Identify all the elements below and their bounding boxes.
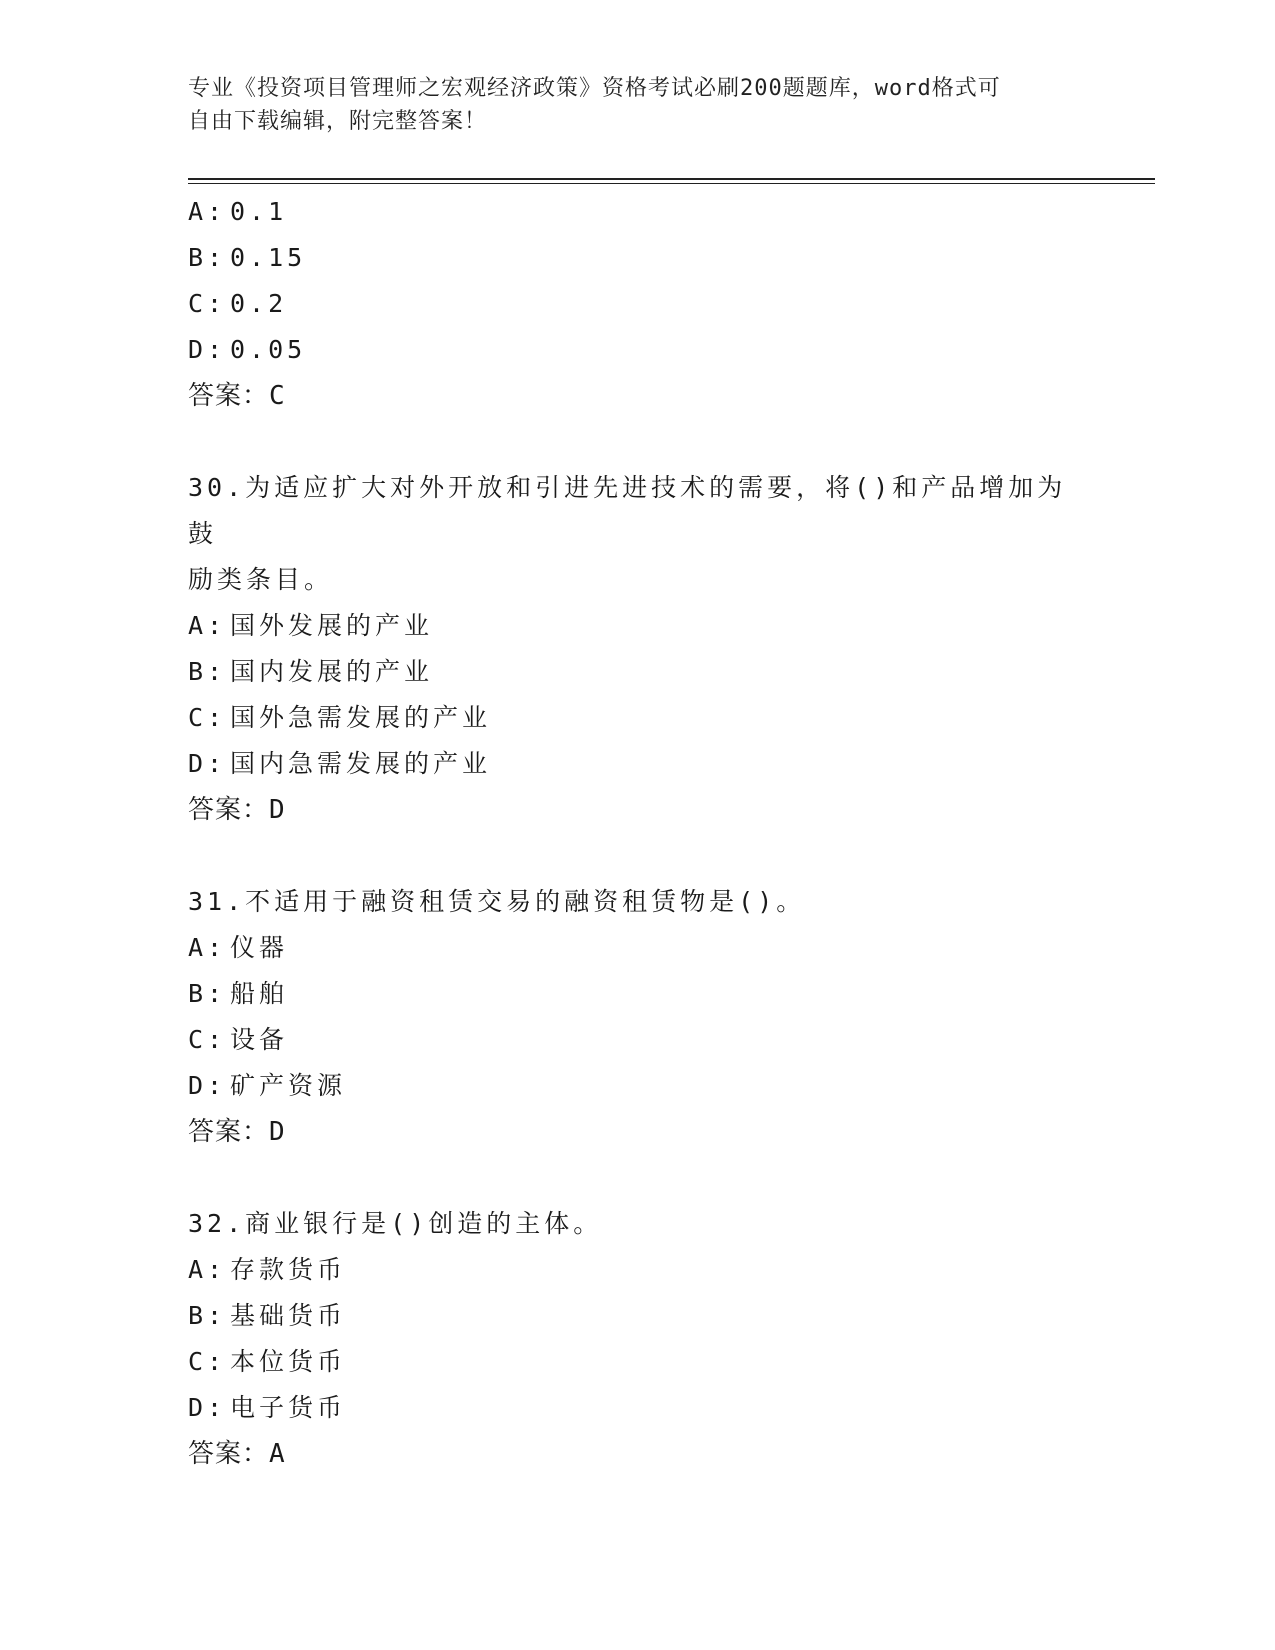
option-label: B:	[188, 1301, 227, 1330]
option-label: A:	[188, 933, 227, 962]
option-a	[188, 925, 1088, 971]
option-text: 电子货币	[230, 1393, 347, 1422]
question-spacer	[188, 419, 1088, 465]
option-text: 国内发展的产业	[230, 657, 434, 686]
option-c	[188, 1017, 1088, 1063]
answer-line: 答案：D	[188, 1117, 286, 1147]
option-text: 0.15	[230, 243, 307, 272]
option-b	[188, 235, 1088, 281]
option-label: C:	[188, 1025, 227, 1054]
question-text	[188, 879, 1068, 925]
option-text: 基础货币	[230, 1301, 347, 1330]
option-label: C:	[188, 703, 227, 732]
option-d	[188, 327, 1088, 373]
header-title-line-1: 专业《投资项目管理师之宏观经济政策》资格考试必刷200题题库，word格式可	[188, 76, 1001, 101]
option-text: 本位货币	[230, 1347, 347, 1376]
option-d	[188, 741, 1088, 787]
option-a	[188, 603, 1088, 649]
option-d	[188, 1063, 1088, 1109]
option-text: 国外急需发展的产业	[230, 703, 492, 732]
question-block-31	[188, 879, 1088, 1155]
question-text-line-1: 32.商业银行是()创造的主体。	[188, 1209, 603, 1238]
question-block-32	[188, 1201, 1088, 1477]
option-label: A:	[188, 611, 227, 640]
option-b	[188, 971, 1088, 1017]
option-label: C:	[188, 1347, 227, 1376]
option-c	[188, 695, 1088, 741]
header-divider-thick	[188, 178, 1155, 180]
question-text-line-1: 30.为适应扩大对外开放和引进先进技术的需要，将()和产品增加为鼓	[188, 473, 1067, 548]
question-list	[188, 189, 1088, 1477]
option-label: D:	[188, 335, 227, 364]
answer-line: 答案：D	[188, 795, 286, 825]
question-block-29	[188, 189, 1088, 419]
option-label: D:	[188, 749, 227, 778]
option-d	[188, 1385, 1088, 1431]
document-header	[188, 72, 1068, 138]
header-divider-thin	[188, 183, 1155, 184]
question-spacer	[188, 833, 1088, 879]
question-block-30	[188, 465, 1088, 833]
option-text: 设备	[230, 1025, 289, 1054]
option-text: 存款货币	[230, 1255, 347, 1284]
question-text	[188, 1201, 1068, 1247]
option-text: 船舶	[230, 979, 289, 1008]
option-label: C:	[188, 289, 227, 318]
option-label: B:	[188, 243, 227, 272]
option-text: 仪器	[230, 933, 289, 962]
question-text-line-2: 励类条目。	[188, 565, 334, 594]
answer-line: 答案：A	[188, 1439, 286, 1469]
question-spacer	[188, 1155, 1088, 1201]
question-text-line-1: 31.不适用于融资租赁交易的融资租赁物是()。	[188, 887, 806, 916]
option-label: D:	[188, 1393, 227, 1422]
header-title-line-2: 自由下载编辑，附完整答案！	[188, 109, 488, 134]
option-label: D:	[188, 1071, 227, 1100]
option-label: B:	[188, 979, 227, 1008]
option-label: A:	[188, 1255, 227, 1284]
option-a	[188, 1247, 1088, 1293]
option-text: 0.1	[230, 197, 288, 226]
option-label: A:	[188, 197, 227, 226]
option-c	[188, 281, 1088, 327]
option-a	[188, 189, 1088, 235]
question-text	[188, 465, 1068, 603]
option-text: 矿产资源	[230, 1071, 347, 1100]
option-c	[188, 1339, 1088, 1385]
option-b	[188, 649, 1088, 695]
option-text: 0.05	[230, 335, 307, 364]
option-label: B:	[188, 657, 227, 686]
answer-line: 答案：C	[188, 381, 286, 411]
option-text: 国内急需发展的产业	[230, 749, 492, 778]
option-text: 国外发展的产业	[230, 611, 434, 640]
option-text: 0.2	[230, 289, 288, 318]
option-b	[188, 1293, 1088, 1339]
